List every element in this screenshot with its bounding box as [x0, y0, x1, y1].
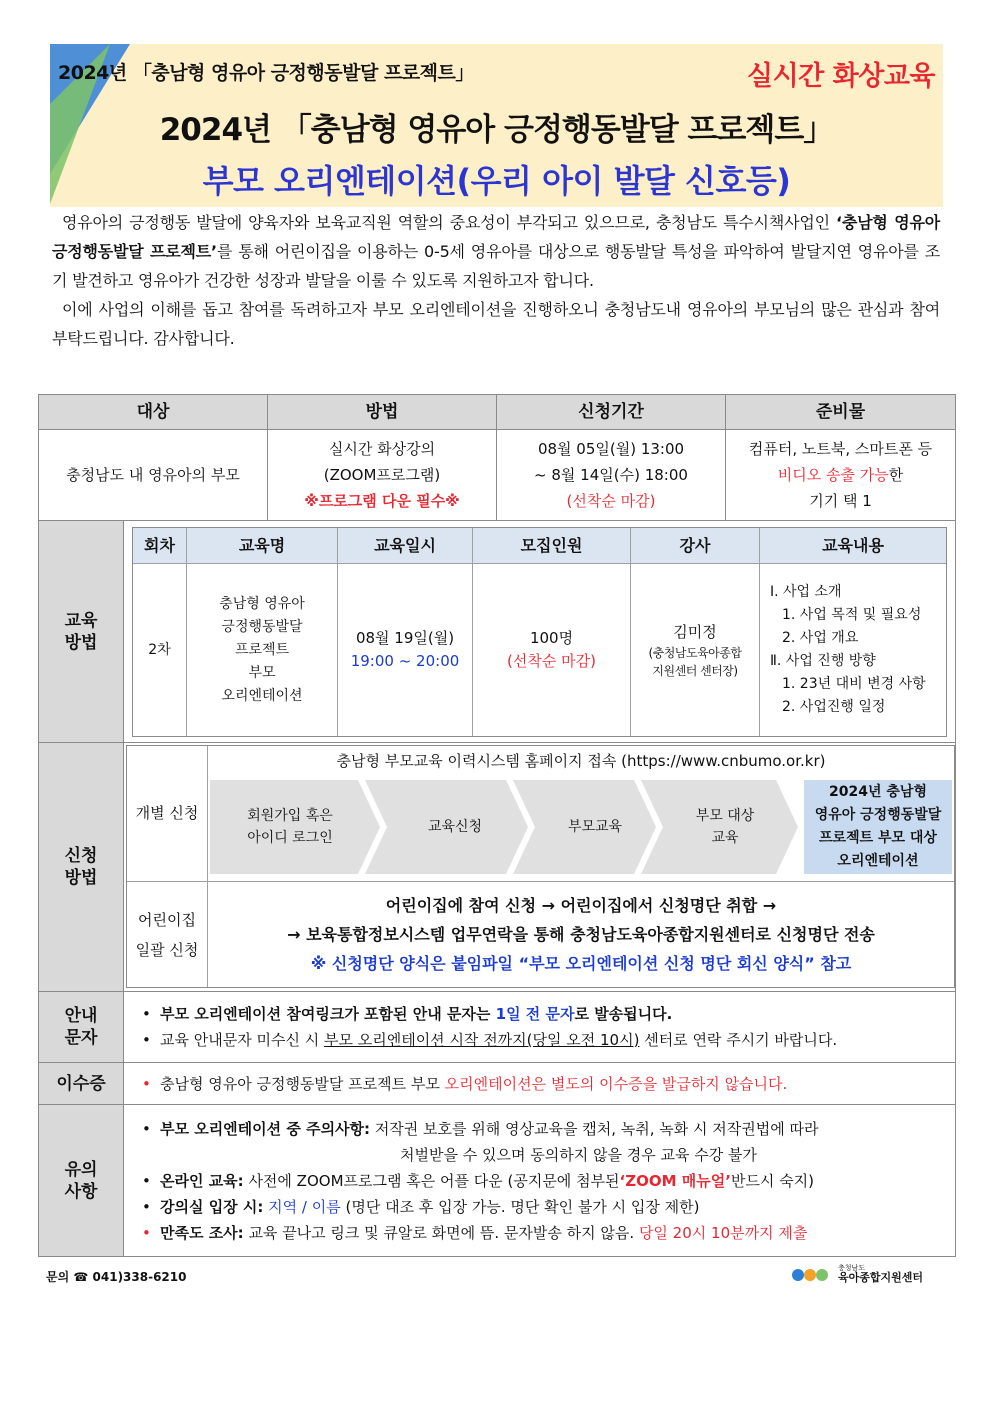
certificate-section [124, 1063, 955, 1105]
method-value: 실시간 화상강의 (ZOOM프로그램) ※프로그램 다운 필수※ [268, 430, 497, 521]
caution-item-1: • 부모 오리엔테이션 중 주의사항: 저작권 보호를 위해 영상교육을 캡처, 녹취, 녹화 시 저작권법에 따라 처벌받을 수 있으며 동의하지 않을 경우 교육 수강 불가 [142, 1119, 819, 1164]
education-side-label: 교육 방법 [39, 521, 124, 743]
edu-header-capacity: 모집인원 [473, 528, 631, 564]
phone-icon: ☎ [73, 1270, 89, 1284]
edu-capacity: 100명 (선착순 마감) [473, 564, 631, 736]
intro-paragraph-2: 이에 사업의 이해를 돕고 참여를 독려하고자 부모 오리엔테이션을 진행하오니 충청남도내 영유아의 부모님의 많은 관심과 참여 부탁드립니다. 감사합니다. [52, 300, 940, 348]
step-login: 회원가입 혹은 아이디 로그인 [247, 808, 333, 846]
header-preparation: 준비물 [726, 395, 955, 430]
center-logo: 충청남도 육아종합지원센터 [790, 1264, 950, 1286]
edu-content: Ⅰ. 사업 소개 1. 사업 목적 및 필요성 2. 사업 개요 Ⅱ. 사업 진행 방향 1. 23년 대비 변경 사항 2. 사업진행 일정 [770, 584, 926, 715]
edu-header-session: 회차 [133, 528, 187, 564]
notice-side-label: 안내 문자 [39, 992, 124, 1063]
first-come-note: (선착순 마감) [566, 492, 656, 510]
step-parent-education: 부모교육 [567, 819, 623, 835]
group-apply-label: 어린이집 일괄 신청 [127, 882, 208, 987]
live-education-label: 실시간 화상교육 [747, 61, 935, 92]
target-value: 충청남도 내 영유아의 부모 [39, 430, 268, 521]
edu-instructor: 김미정 (충청남도육아종합 지원센터 센터장) [631, 564, 760, 736]
page-title: 2024년 「충남형 영유아 긍정행동발달 프로젝트」 [159, 112, 834, 148]
homepage-text: 충남형 부모교육 이력시스템 홈페이지 접속 (https://www.cnbumo.or.kr) [336, 752, 826, 770]
page-subtitle: 부모 오리엔테이션(우리 아이 발달 신호등) [202, 162, 791, 200]
header-target: 대상 [39, 395, 268, 430]
group-apply-flow: 어린이집에 참여 신청 → 어린이집에서 신청명단 취합 → → 보육통합정보시스템 업무연락을 통해 충청남도육아종합지원센터로 신청명단 전송 ※ 신청명단 양식은 붙임파일 “부모 오리엔테이션 신청 명단 회신 양식” 참고 [208, 882, 954, 987]
header-period: 신청기간 [497, 395, 726, 430]
group-apply-form-note: ※ 신청명단 양식은 붙임파일 “부모 오리엔테이션 신청 명단 회신 양식” 참고 [310, 954, 852, 973]
center-logo-icon [790, 1265, 834, 1285]
edu-name: 충남형 영유아 긍정행동발달 프로젝트 부모 오리엔테이션 [187, 564, 338, 736]
edu-datetime: 08월 19일(월) 19:00 ~ 20:00 [338, 564, 473, 736]
application-side-label: 신청 방법 [39, 743, 124, 992]
edu-time: 19:00 ~ 20:00 [350, 652, 460, 670]
notice-item-2: • 교육 안내문자 미수신 시 부모 오리엔테이션 시작 전까지(당일 오전 10시) 센터로 연락 주시기 바랍니다. [142, 1031, 838, 1049]
notice-section [124, 992, 955, 1063]
certificate-item: • 충남형 영유아 긍정행동발달 프로젝트 부모 오리엔테이션은 별도의 이수증을 발급하지 않습니다. [142, 1074, 788, 1093]
caution-item-2: • 온라인 교육: 사전에 ZOOM프로그램 혹은 어플 다운 (공지문에 첨부된‘ZOOM 매뉴얼’반드시 숙지) [142, 1171, 815, 1190]
project-name: ‘충남형 영유아 긍정행동발달 프로젝트’ [52, 213, 940, 261]
download-required-note: ※프로그램 다운 필수※ [304, 492, 460, 510]
step-parent-target: 부모 대상 교육 [695, 808, 755, 846]
caution-section [124, 1105, 955, 1256]
edu-header-datetime: 교육일시 [338, 528, 473, 564]
preparation-value: 컴퓨터, 노트북, 스마트폰 등 비디오 송출 가능한 기기 택 1 [726, 430, 955, 521]
intro-paragraph-1: 영유아의 긍정행동 발달에 양육자와 보육교직원 역할의 중요성이 부각되고 있으므로, 충청남도 특수시책사업인 ‘충남형 영유아 긍정행동발달 프로젝트’를 통해 어린이집을 이용하는 0-5세 영유아를 대상으로 행동발달 특성을 파악하여 발달지연 영유아를 조기 발견하고 영유아가 건강한 성장과 발달을 이룰 수 있도록 지원하고자 합니다. [52, 213, 940, 290]
footer-contact: 문의 ☎ 041)338-6210 [46, 1270, 187, 1284]
caution-item-3: • 강의실 입장 시: 지역 / 이름 (명단 대조 후 입장 가능. 명단 확인 불가 시 입장 제한) [142, 1197, 700, 1216]
edu-header-content: 교육내용 [760, 528, 946, 564]
individual-apply-label: 개별 신청 [127, 746, 208, 882]
caution-item-4: • 만족도 조사: 교육 끝나고 링크 및 큐알로 화면에 뜸. 문자발송 하지 않음. 당일 20시 10분까지 제출 [142, 1223, 808, 1242]
certificate-side-label: 이수증 [39, 1063, 124, 1105]
period-value: 08월 05일(월) 13:00 ~ 8월 14일(수) 18:00 (선착순 마감) [497, 430, 726, 521]
edu-session: 2차 [133, 564, 187, 736]
header-method: 방법 [268, 395, 497, 430]
intro-text [52, 208, 940, 353]
header-banner [50, 44, 943, 207]
banner-small-title: 2024년 「충남형 영유아 긍정행동발달 프로젝트」 [58, 62, 474, 84]
step-apply: 교육신청 [427, 819, 483, 835]
notice-item-1: • 부모 오리엔테이션 참여링크가 포함된 안내 문자는 1일 전 문자로 발송됩니다. [142, 1005, 673, 1023]
edu-header-instructor: 강사 [631, 528, 760, 564]
caution-side-label: 유의 사항 [39, 1105, 124, 1256]
step-final-orientation: 2024년 충남형 영유아 긍정행동발달 프로젝트 부모 대상 오리엔테이션 [804, 780, 952, 874]
edu-header-name: 교육명 [187, 528, 338, 564]
